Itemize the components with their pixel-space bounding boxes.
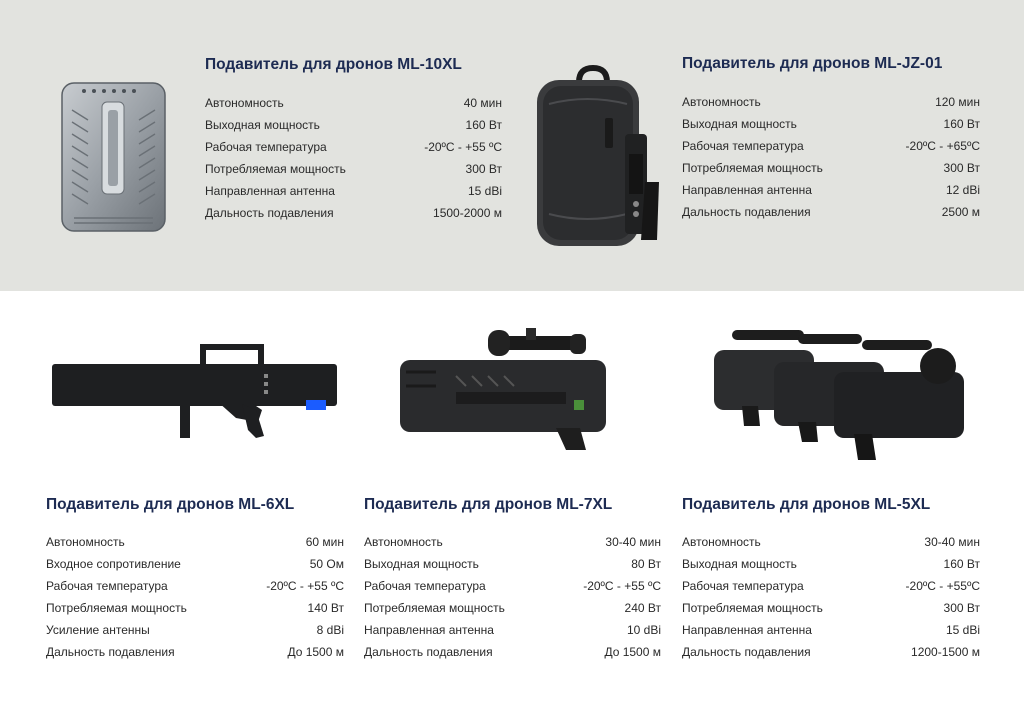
spec-row (364, 597, 661, 619)
spec-value: 120 мин (935, 95, 980, 109)
spec-value: 40 мин (463, 96, 502, 110)
product-card-ml-10xl (205, 55, 502, 224)
spec-label: Выходная мощность (205, 118, 320, 132)
spec-row (364, 575, 661, 597)
spec-label: Дальность подавления (682, 205, 811, 219)
spec-label: Выходная мощность (364, 557, 479, 571)
spec-row (205, 202, 502, 224)
spec-row (682, 135, 980, 157)
spec-row (46, 641, 344, 663)
spec-value: 160 Вт (943, 117, 980, 131)
spec-label: Рабочая температура (205, 140, 327, 154)
spec-value: 10 dBi (626, 623, 661, 637)
spec-value: 160 Вт (465, 118, 502, 132)
spec-value: 12 dBi (945, 183, 980, 197)
spec-label: Потребляемая мощность (46, 601, 187, 615)
spec-row (682, 553, 980, 575)
spec-label: Потребляемая мощность (205, 162, 346, 176)
spec-row (682, 113, 980, 135)
spec-label: Рабочая температура (364, 579, 486, 593)
spec-value: 30-40 мин (605, 535, 661, 549)
spec-label: Потребляемая мощность (682, 161, 823, 175)
spec-label: Дальность подавления (364, 645, 493, 659)
spec-value: -20ºС - +65ºС (905, 139, 980, 153)
spec-value: 30-40 мин (924, 535, 980, 549)
spec-value: -20ºС - +55 ºС (424, 140, 502, 154)
spec-row (205, 136, 502, 158)
spec-value: 160 Вт (943, 557, 980, 571)
spec-value: 2500 м (941, 205, 980, 219)
spec-label: Выходная мощность (682, 557, 797, 571)
spec-row (205, 158, 502, 180)
spec-row (682, 597, 980, 619)
spec-row (682, 179, 980, 201)
product-title: Подавитель для дронов ML-10XL (205, 56, 462, 73)
spec-row (205, 180, 502, 202)
product-card-ml-jz-01 (682, 54, 980, 223)
spec-label: Потребляемая мощность (364, 601, 505, 615)
jammer-panel-image (58, 80, 170, 235)
spec-row (682, 157, 980, 179)
spec-label: Направленная антенна (682, 183, 812, 197)
spec-label: Потребляемая мощность (682, 601, 823, 615)
spec-value: 15 dBi (945, 623, 980, 637)
spec-value: 80 Вт (631, 557, 661, 571)
product-title: Подавитель для дронов ML-7XL (364, 496, 613, 513)
spec-row (364, 619, 661, 641)
product-card-ml-6xl (46, 495, 344, 663)
spec-label: Дальность подавления (205, 206, 334, 220)
spec-value: 8 dBi (316, 623, 344, 637)
spec-label: Рабочая температура (682, 579, 804, 593)
spec-label: Дальность подавления (46, 645, 175, 659)
spec-row (682, 201, 980, 223)
spec-value: 300 Вт (943, 601, 980, 615)
spec-value: 60 мин (305, 535, 344, 549)
spec-label: Автономность (682, 95, 761, 109)
spec-row (46, 575, 344, 597)
spec-row (205, 114, 502, 136)
spec-value: -20ºС - +55 ºС (266, 579, 344, 593)
spec-row (682, 531, 980, 553)
spec-value: До 1500 м (604, 645, 661, 659)
spec-label: Направленная антенна (682, 623, 812, 637)
jammer-rifle-trio-image (712, 326, 968, 462)
spec-value: 300 Вт (465, 162, 502, 176)
spec-label: Дальность подавления (682, 645, 811, 659)
product-title: Подавитель для дронов ML-5XL (682, 496, 931, 513)
spec-value: До 1500 м (287, 645, 344, 659)
spec-label: Выходная мощность (682, 117, 797, 131)
spec-row (364, 553, 661, 575)
spec-label: Рабочая температура (682, 139, 804, 153)
spec-value: 240 Вт (624, 601, 661, 615)
spec-label: Автономность (682, 535, 761, 549)
product-title: Подавитель для дронов ML-6XL (46, 496, 295, 513)
spec-row (682, 619, 980, 641)
spec-value: -20ºС - +55ºС (905, 579, 980, 593)
spec-value: 1500-2000 м (433, 206, 502, 220)
spec-row (205, 92, 502, 114)
spec-row (46, 553, 344, 575)
spec-value: 15 dBi (467, 184, 502, 198)
spec-row (364, 641, 661, 663)
spec-row (682, 575, 980, 597)
jammer-rifle-scope-image (396, 324, 610, 452)
product-title: Подавитель для дронов ML-JZ-01 (682, 55, 943, 72)
spec-value: 300 Вт (943, 161, 980, 175)
spec-label: Направленная антенна (205, 184, 335, 198)
spec-label: Автономность (46, 535, 125, 549)
spec-value: 140 Вт (307, 601, 344, 615)
jammer-backpack-image (527, 64, 662, 250)
spec-label: Входное сопротивление (46, 557, 181, 571)
spec-row (46, 597, 344, 619)
product-card-ml-5xl (682, 495, 980, 663)
spec-row (46, 531, 344, 553)
spec-label: Усиление антенны (46, 623, 150, 637)
spec-value: 1200-1500 м (911, 645, 980, 659)
spec-label: Автономность (364, 535, 443, 549)
spec-row (682, 91, 980, 113)
spec-row (682, 641, 980, 663)
spec-row (46, 619, 344, 641)
spec-label: Рабочая температура (46, 579, 168, 593)
spec-value: 50 Ом (309, 557, 344, 571)
spec-label: Автономность (205, 96, 284, 110)
jammer-rifle-image (50, 340, 340, 442)
product-card-ml-7xl (364, 495, 661, 663)
spec-value: -20ºС - +55 ºС (583, 579, 661, 593)
spec-row (364, 531, 661, 553)
spec-label: Направленная антенна (364, 623, 494, 637)
